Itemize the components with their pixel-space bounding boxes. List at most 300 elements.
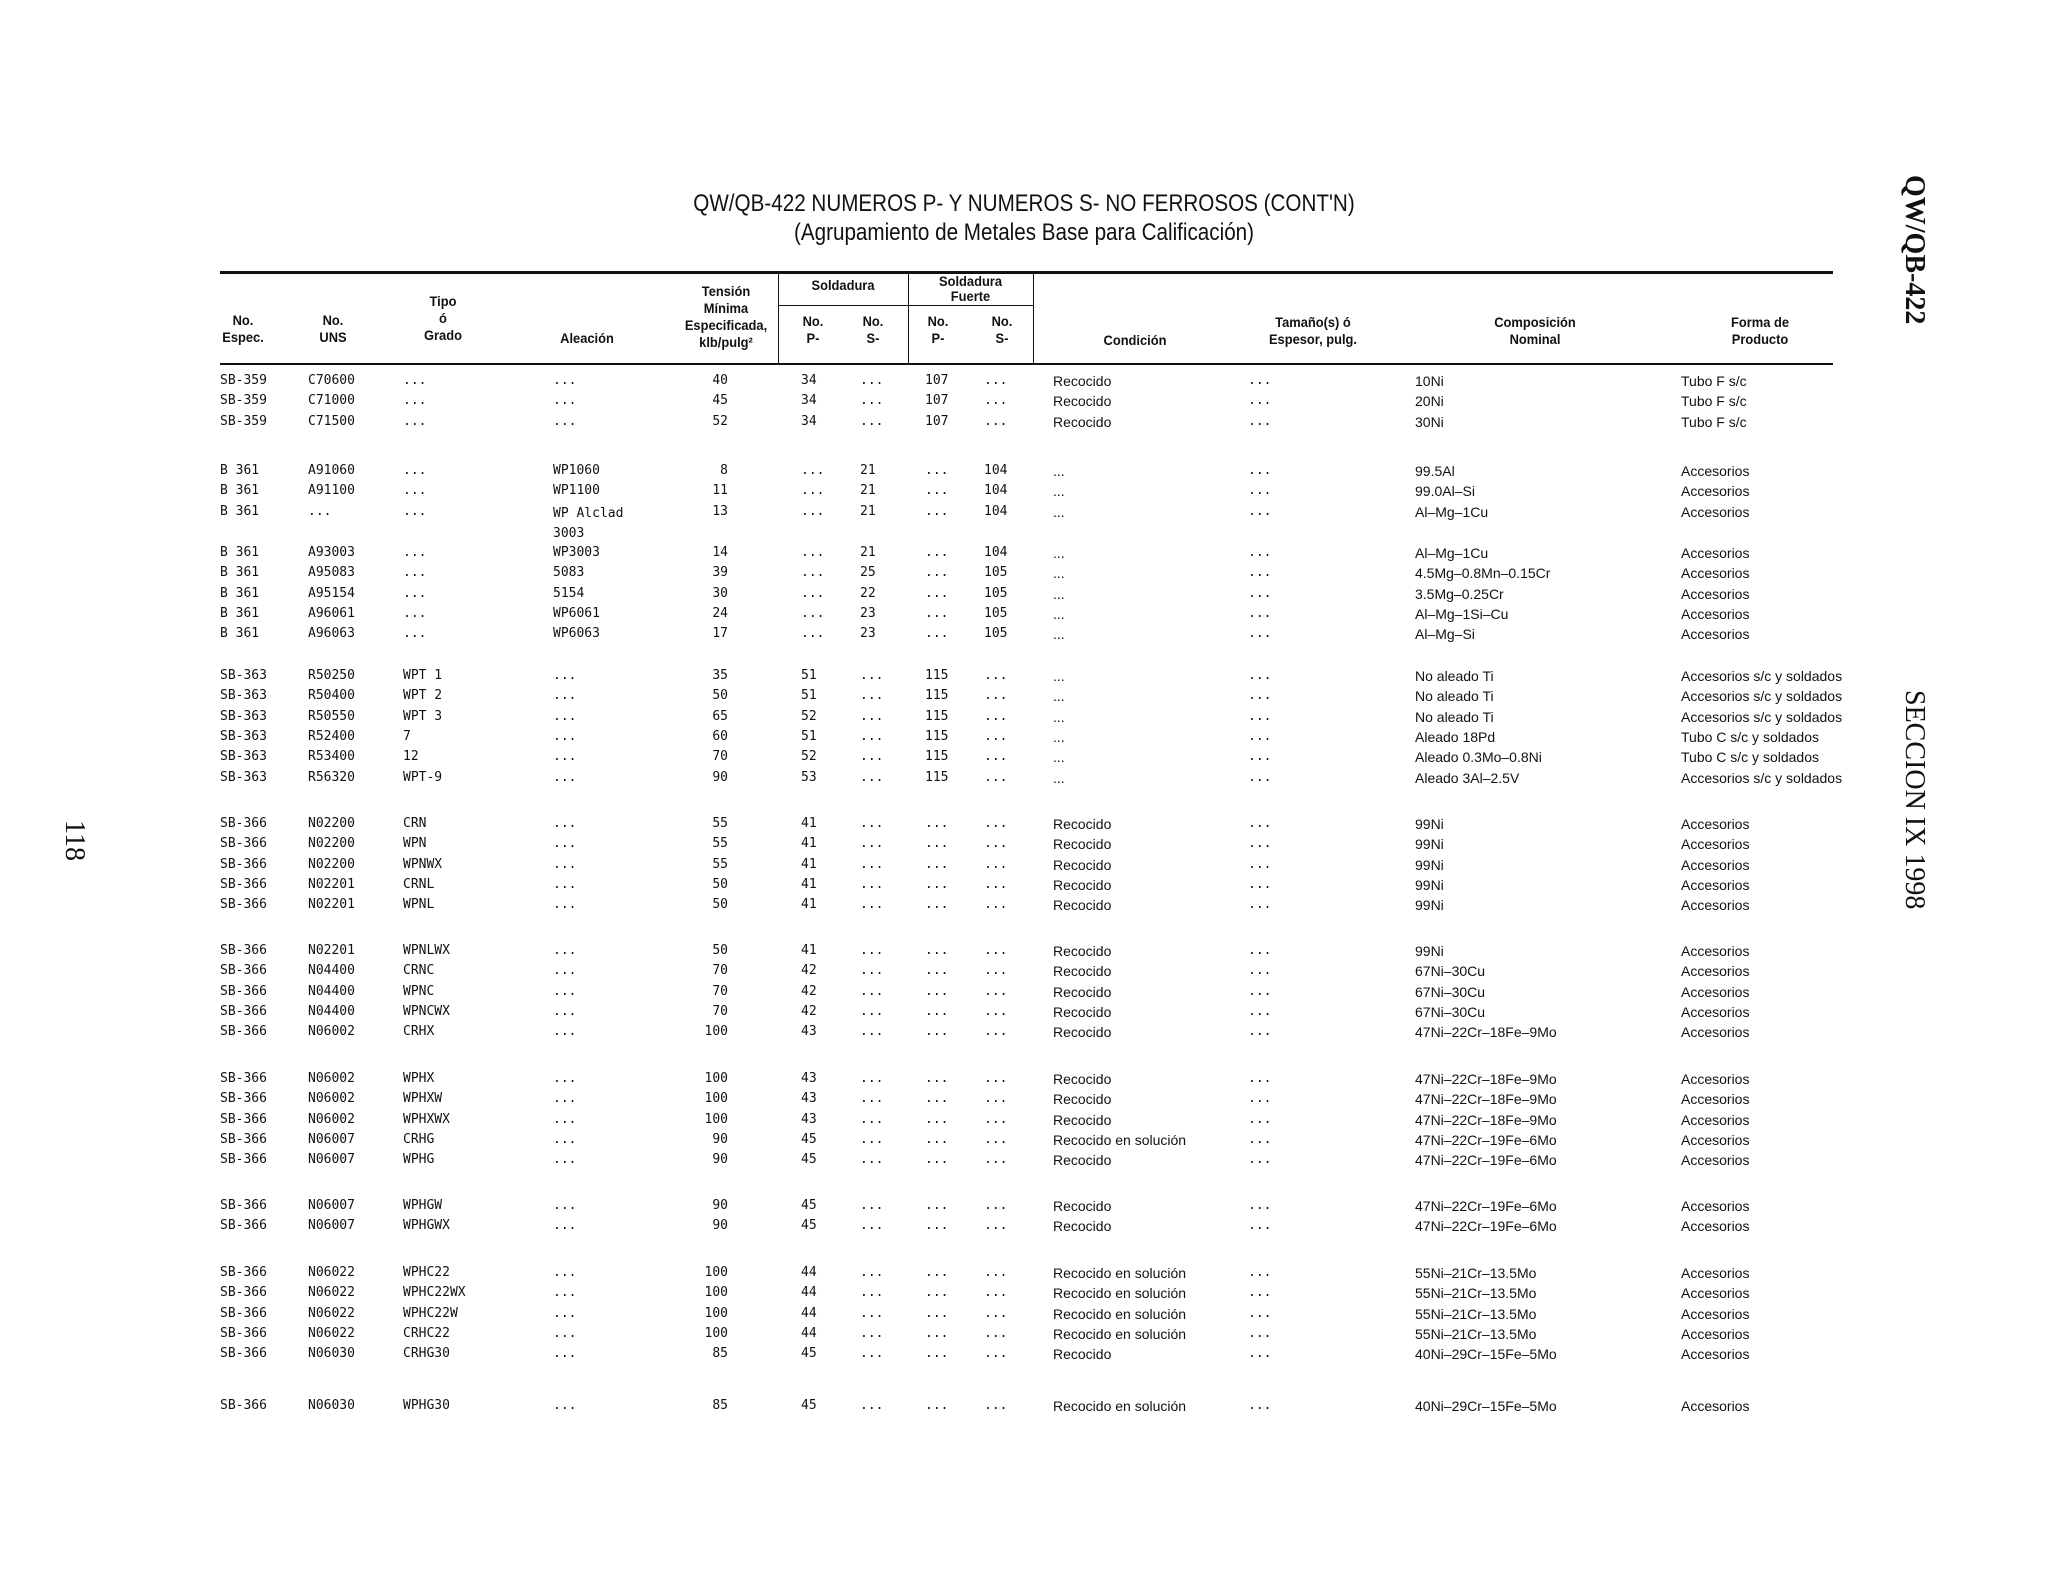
table-cell: SB-366	[220, 1285, 267, 1301]
table-cell: A91060	[308, 463, 355, 478]
table-cell: 51	[801, 688, 817, 704]
header-espec: No. Espec.	[222, 312, 264, 345]
header-composicion: Composición Nominal	[1494, 314, 1576, 347]
table-cell: Recocido	[1053, 856, 1112, 873]
table-cell: ...	[1248, 769, 1272, 785]
table-cell: Accesorios	[1681, 1111, 1750, 1128]
table-cell: 40	[712, 373, 728, 388]
table-cell: 47Ni–22Cr–19Fe–6Mo	[1415, 1198, 1557, 1214]
table-cell: Recocido	[1053, 373, 1112, 389]
table-cell: N02200	[308, 816, 355, 831]
table-cell: 104	[984, 463, 1008, 478]
table-cell: ...	[860, 1305, 884, 1321]
table-cell: 21	[860, 503, 876, 519]
table-cell: N06002	[308, 1111, 355, 1127]
table-cell: Accesorios	[1681, 1305, 1750, 1322]
table-cell: 41	[801, 836, 817, 852]
table-cell: ...	[553, 1305, 577, 1321]
table-cell: ...	[860, 983, 884, 999]
table-cell: N02201	[308, 943, 355, 958]
table-cell: 39	[712, 565, 728, 581]
table-cell: ...	[801, 545, 825, 560]
table-cell: Recocido	[1053, 393, 1112, 410]
table-cell: ...	[1248, 1325, 1272, 1341]
table-cell: Accesorios	[1681, 463, 1750, 479]
table-cell: ...	[1053, 463, 1065, 479]
table-cell: ...	[860, 668, 884, 683]
table-cell: ...	[1248, 393, 1272, 409]
table-cell: 65	[712, 708, 728, 724]
table-cell: A96063	[308, 626, 355, 642]
table-cell: ...	[925, 1305, 949, 1321]
header-tamano: Tamaño(s) ó Espesor, pulg.	[1268, 314, 1358, 347]
table-cell: 14	[712, 545, 728, 560]
table-cell: 99.5Al	[1415, 463, 1455, 479]
table-cell: SB-366	[220, 1305, 267, 1321]
table-cell: Accesorios	[1681, 1218, 1750, 1235]
table-cell: 47Ni–22Cr–18Fe–9Mo	[1415, 1091, 1557, 1108]
table-cell: ...	[1053, 728, 1065, 745]
table-cell: 55Ni–21Cr–13.5Mo	[1415, 1325, 1537, 1342]
table-cell: Accesorios	[1681, 605, 1750, 622]
table-cell: ...	[860, 1071, 884, 1086]
table-cell: 30Ni	[1415, 413, 1444, 430]
table-cell: 70	[712, 983, 728, 999]
table-cell: C71000	[308, 393, 355, 409]
table-cell: ...	[860, 413, 884, 429]
table-cell: ...	[860, 836, 884, 852]
table-cell: ...	[860, 688, 884, 704]
table-cell: ...	[984, 688, 1008, 704]
table-cell: ...	[984, 1111, 1008, 1127]
table-cell: ...	[860, 1152, 884, 1168]
table-cell: WPHC22WX	[403, 1285, 466, 1301]
table-cell: WPT-9	[403, 769, 443, 785]
table-cell: Accesorios	[1681, 1346, 1750, 1363]
table-cell: CRHC22	[403, 1325, 450, 1341]
table-cell: 100	[704, 1071, 728, 1086]
table-cell: Accesorios	[1681, 963, 1750, 980]
table-cell: SB-363	[220, 688, 267, 704]
table-cell: SB-366	[220, 943, 267, 958]
table-cell: 41	[801, 876, 817, 892]
table-cell: 105	[984, 605, 1008, 621]
table-cell: 5083	[553, 565, 585, 581]
table-cell: CRHG30	[403, 1346, 450, 1362]
header-bottom-rule	[220, 363, 1833, 365]
table-cell: ...	[1248, 463, 1272, 478]
table-cell: ...	[553, 1218, 577, 1234]
table-cell: ...	[984, 943, 1008, 958]
table-cell: WP Alclad 3003	[553, 505, 624, 541]
table-cell: 34	[801, 413, 817, 429]
table-cell: Recocido	[1053, 897, 1112, 914]
table-cell: B 361	[220, 545, 260, 560]
table-cell: ...	[984, 1285, 1008, 1301]
table-cell: Accesorios	[1681, 1091, 1750, 1108]
table-cell: N06002	[308, 1024, 355, 1040]
table-cell: ...	[860, 1285, 884, 1301]
table-cell: ...	[925, 1285, 949, 1301]
table-cell: ...	[1053, 769, 1065, 786]
table-cell: B 361	[220, 626, 260, 642]
header-condicion: Condición	[1103, 332, 1167, 348]
table-cell: 12	[403, 749, 419, 765]
table-cell: CRHG	[403, 1131, 435, 1147]
table-cell: Aleado 18Pd	[1415, 728, 1496, 745]
table-cell: ...	[403, 565, 427, 581]
table-cell: ...	[984, 1003, 1008, 1019]
table-cell: ...	[860, 876, 884, 892]
table-cell: ...	[403, 605, 427, 621]
table-cell: ...	[984, 1024, 1008, 1040]
table-cell: WP6061	[553, 605, 600, 621]
table-cell: N02200	[308, 856, 355, 872]
table-cell: ...	[1248, 963, 1272, 979]
header-sold-s: No. S-	[862, 313, 884, 346]
table-cell: ...	[860, 816, 884, 831]
table-cell: ...	[1248, 943, 1272, 958]
table-cell: 100	[704, 1111, 728, 1127]
table-cell: SB-366	[220, 1198, 267, 1213]
table-cell: ...	[984, 1218, 1008, 1234]
table-cell: ...	[1248, 1091, 1272, 1107]
table-cell: ...	[925, 626, 949, 642]
table-cell: ...	[860, 1091, 884, 1107]
header-soldadura: Soldadura	[811, 277, 875, 293]
table-cell: 41	[801, 943, 817, 958]
table-cell: 115	[925, 728, 949, 744]
table-cell: N06002	[308, 1091, 355, 1107]
table-cell: ...	[925, 1131, 949, 1147]
table-cell: 44	[801, 1265, 817, 1280]
table-cell: Accesorios	[1681, 1024, 1750, 1041]
table-cell: SB-366	[220, 1024, 267, 1040]
table-cell: ...	[1248, 1111, 1272, 1127]
table-title: QW/QB-422 NUMEROS P- Y NUMEROS S- NO FERROSOS (CONT'N)	[693, 190, 1355, 217]
table-cell: 115	[925, 688, 949, 704]
table-cell: ...	[403, 545, 427, 560]
table-cell: ...	[984, 728, 1008, 744]
table-cell: 25	[860, 565, 876, 581]
table-cell: ...	[984, 897, 1008, 913]
table-cell: 55	[712, 856, 728, 872]
table-cell: ...	[984, 1152, 1008, 1168]
table-cell: Al–Mg–1Cu	[1415, 503, 1489, 520]
table-cell: N04400	[308, 963, 355, 979]
table-cell: 45	[801, 1346, 817, 1362]
table-cell: 17	[712, 626, 728, 642]
table-cell: No aleado Ti	[1415, 688, 1494, 705]
table-cell: WPHC22W	[403, 1305, 458, 1321]
table-cell: N02201	[308, 897, 355, 913]
table-cell: Recocido	[1053, 1218, 1112, 1235]
table-cell: 99Ni	[1415, 897, 1444, 914]
table-cell: 52	[801, 708, 817, 724]
table-cell: Tubo C s/c y soldados	[1681, 728, 1819, 745]
table-cell: 107	[925, 373, 949, 388]
table-cell: 47Ni–22Cr–18Fe–9Mo	[1415, 1071, 1557, 1087]
table-cell: 47Ni–22Cr–18Fe–9Mo	[1415, 1024, 1557, 1041]
table-cell: N06007	[308, 1218, 355, 1234]
table-cell: Tubo F s/c	[1681, 393, 1747, 410]
table-cell: ...	[860, 1346, 884, 1362]
table-cell: 99Ni	[1415, 943, 1444, 959]
table-cell: Recocido	[1053, 1198, 1112, 1214]
table-cell: ...	[1248, 1218, 1272, 1234]
table-cell: ...	[925, 963, 949, 979]
table-cell: Accesorios	[1681, 1152, 1750, 1169]
table-cell: ...	[1248, 1265, 1272, 1280]
table-cell: ...	[925, 897, 949, 913]
table-cell: 21	[860, 545, 876, 560]
table-cell: ...	[403, 393, 427, 409]
table-cell: Accesorios	[1681, 565, 1750, 582]
table-cell: 44	[801, 1285, 817, 1301]
table-cell: 10Ni	[1415, 373, 1444, 389]
table-cell: WPNCWX	[403, 1003, 450, 1019]
table-cell: 50	[712, 897, 728, 913]
table-cell: 99Ni	[1415, 816, 1444, 832]
table-cell: 85	[712, 1398, 728, 1413]
table-cell: B 361	[220, 565, 260, 581]
header-divider	[778, 305, 1033, 306]
table-cell: 100	[704, 1325, 728, 1341]
table-cell: 7	[403, 728, 411, 744]
table-cell: A93003	[308, 545, 355, 560]
table-cell: SB-366	[220, 1265, 267, 1280]
table-cell: B 361	[220, 463, 260, 478]
table-cell: Accesorios	[1681, 816, 1750, 832]
table-cell: ...	[1053, 483, 1065, 500]
table-cell: Tubo C s/c y soldados	[1681, 749, 1819, 766]
table-cell: ...	[1053, 626, 1065, 643]
table-cell: A91100	[308, 483, 355, 499]
table-cell: ...	[403, 626, 427, 642]
table-cell: ...	[1248, 728, 1272, 744]
table-cell: ...	[308, 503, 332, 519]
table-cell: SB-366	[220, 1131, 267, 1147]
table-cell: ...	[1053, 668, 1065, 684]
table-cell: ...	[553, 708, 577, 724]
table-cell: 50	[712, 943, 728, 958]
table-cell: 41	[801, 856, 817, 872]
table-cell: ...	[860, 856, 884, 872]
table-cell: C70600	[308, 373, 355, 388]
table-cell: ...	[553, 1152, 577, 1168]
table-cell: ...	[860, 1131, 884, 1147]
table-cell: ...	[553, 373, 577, 388]
table-cell: 85	[712, 1346, 728, 1362]
table-cell: 115	[925, 708, 949, 724]
header-tipo: Tipo ó Grado	[424, 293, 462, 343]
table-cell: 45	[801, 1131, 817, 1147]
table-cell: ...	[925, 1024, 949, 1040]
table-cell: Recocido	[1053, 943, 1112, 959]
table-cell: N06030	[308, 1346, 355, 1362]
table-cell: ...	[553, 1111, 577, 1127]
table-cell: ...	[1248, 1131, 1272, 1147]
table-cell: 47Ni–22Cr–19Fe–6Mo	[1415, 1152, 1557, 1169]
table-cell: Accesorios	[1681, 483, 1750, 500]
table-cell: WPHGWX	[403, 1218, 450, 1234]
table-cell: ...	[1248, 1024, 1272, 1040]
table-cell: Al–Mg–1Si–Cu	[1415, 605, 1509, 622]
table-cell: ...	[553, 983, 577, 999]
table-cell: Recocido	[1053, 1152, 1112, 1169]
table-cell: ...	[984, 1198, 1008, 1213]
table-cell: ...	[553, 1024, 577, 1040]
table-cell: Accesorios	[1681, 1398, 1750, 1414]
table-cell: Al–Mg–Si	[1415, 626, 1475, 643]
table-cell: ...	[801, 626, 825, 642]
table-cell: ...	[860, 769, 884, 785]
table-cell: WPHX	[403, 1071, 435, 1086]
table-cell: ...	[801, 565, 825, 581]
table-cell: ...	[801, 463, 825, 478]
table-cell: 55Ni–21Cr–13.5Mo	[1415, 1285, 1537, 1302]
table-cell: ...	[860, 749, 884, 765]
table-cell: 55	[712, 836, 728, 852]
table-cell: ...	[925, 1218, 949, 1234]
table-cell: 70	[712, 963, 728, 979]
table-cell: ...	[984, 393, 1008, 409]
table-cell: Accesorios	[1681, 1265, 1750, 1281]
header-fuerte-p: No. P-	[927, 313, 949, 346]
table-cell: ...	[553, 856, 577, 872]
table-cell: ...	[984, 749, 1008, 765]
table-cell: N06022	[308, 1265, 355, 1280]
table-cell: ...	[553, 876, 577, 892]
table-cell: ...	[1248, 1285, 1272, 1301]
table-cell: ...	[1248, 413, 1272, 429]
table-cell: ...	[925, 1003, 949, 1019]
table-cell: R53400	[308, 749, 355, 765]
table-cell: ...	[1248, 836, 1272, 852]
table-cell: ...	[1248, 983, 1272, 999]
table-cell: ...	[1248, 565, 1272, 581]
table-cell: ...	[984, 1398, 1008, 1413]
table-cell: N06022	[308, 1305, 355, 1321]
table-cell: WPHG	[403, 1152, 435, 1168]
table-cell: 23	[860, 626, 876, 642]
table-cell: Recocido	[1053, 963, 1112, 980]
table-cell: 107	[925, 413, 949, 429]
table-cell: N04400	[308, 1003, 355, 1019]
table-cell: Accesorios	[1681, 876, 1750, 893]
table-cell: 104	[984, 545, 1008, 560]
table-cell: ...	[1053, 565, 1065, 582]
table-cell: R56320	[308, 769, 355, 785]
table-cell: Recocido	[1053, 413, 1112, 430]
table-cell: ...	[925, 585, 949, 601]
table-cell: N06007	[308, 1198, 355, 1213]
table-cell: ...	[1248, 626, 1272, 642]
table-cell: Accesorios	[1681, 1285, 1750, 1302]
table-cell: ...	[403, 463, 427, 478]
table-cell: Recocido	[1053, 1071, 1112, 1087]
side-header: QW/QB-422	[1899, 175, 1930, 325]
table-cell: WP3003	[553, 545, 600, 560]
table-cell: 40Ni–29Cr–15Fe–5Mo	[1415, 1346, 1557, 1363]
table-cell: Accesorios	[1681, 1131, 1750, 1148]
table-cell: 99Ni	[1415, 856, 1444, 873]
table-cell: A96061	[308, 605, 355, 621]
table-cell: 8	[720, 463, 728, 478]
table-cell: ...	[860, 943, 884, 958]
table-cell: ...	[860, 728, 884, 744]
table-cell: ...	[801, 503, 825, 519]
table-cell: 41	[801, 816, 817, 831]
table-cell: Aleado 3Al–2.5V	[1415, 769, 1520, 786]
table-cell: 104	[984, 483, 1008, 499]
table-cell: 30	[712, 585, 728, 601]
table-cell: SB-366	[220, 1346, 267, 1362]
table-cell: ...	[553, 816, 577, 831]
table-cell: 100	[704, 1265, 728, 1280]
table-cell: 105	[984, 626, 1008, 642]
table-cell: 5154	[553, 585, 585, 601]
table-cell: 99Ni	[1415, 836, 1444, 853]
table-cell: ...	[801, 585, 825, 601]
table-cell: ...	[553, 1071, 577, 1086]
table-cell: ...	[553, 897, 577, 913]
table-cell: C71500	[308, 413, 355, 429]
table-cell: 52	[801, 749, 817, 765]
table-cell: WPT 2	[403, 688, 443, 704]
table-cell: ...	[984, 769, 1008, 785]
table-cell: No aleado Ti	[1415, 668, 1494, 684]
table-cell: ...	[860, 373, 884, 388]
table-cell: B 361	[220, 605, 260, 621]
table-cell: 43	[801, 1091, 817, 1107]
table-cell: Tubo F s/c	[1681, 413, 1747, 430]
table-cell: WPHXWX	[403, 1111, 450, 1127]
table-cell: 44	[801, 1305, 817, 1321]
table-cell: 21	[860, 463, 876, 478]
table-subtitle: (Agrupamiento de Metales Base para Calificación)	[793, 219, 1255, 246]
table-cell: ...	[925, 1325, 949, 1341]
table-cell: 13	[712, 503, 728, 519]
table-cell: WPNC	[403, 983, 435, 999]
table-cell: ...	[925, 876, 949, 892]
table-cell: SB-366	[220, 1071, 267, 1086]
table-cell: ...	[553, 963, 577, 979]
table-cell: 53	[801, 769, 817, 785]
table-cell: 42	[801, 1003, 817, 1019]
table-cell: ...	[925, 545, 949, 560]
table-cell: SB-363	[220, 668, 267, 683]
table-cell: CRNC	[403, 963, 435, 979]
table-cell: Accesorios	[1681, 897, 1750, 914]
table-cell: ...	[925, 1346, 949, 1362]
table-cell: Recocido	[1053, 876, 1112, 893]
table-cell: ...	[860, 1198, 884, 1213]
table-cell: 52	[712, 413, 728, 429]
table-cell: ...	[1248, 1003, 1272, 1019]
table-cell: ...	[553, 1091, 577, 1107]
table-cell: ...	[801, 605, 825, 621]
table-cell: ...	[1248, 503, 1272, 519]
table-cell: ...	[553, 1198, 577, 1213]
table-cell: 105	[984, 585, 1008, 601]
table-cell: ...	[553, 413, 577, 429]
table-cell: WPNLWX	[403, 943, 450, 958]
table-cell: ...	[984, 1091, 1008, 1107]
table-cell: ...	[553, 688, 577, 704]
table-cell: N06022	[308, 1285, 355, 1301]
table-cell: ...	[553, 728, 577, 744]
